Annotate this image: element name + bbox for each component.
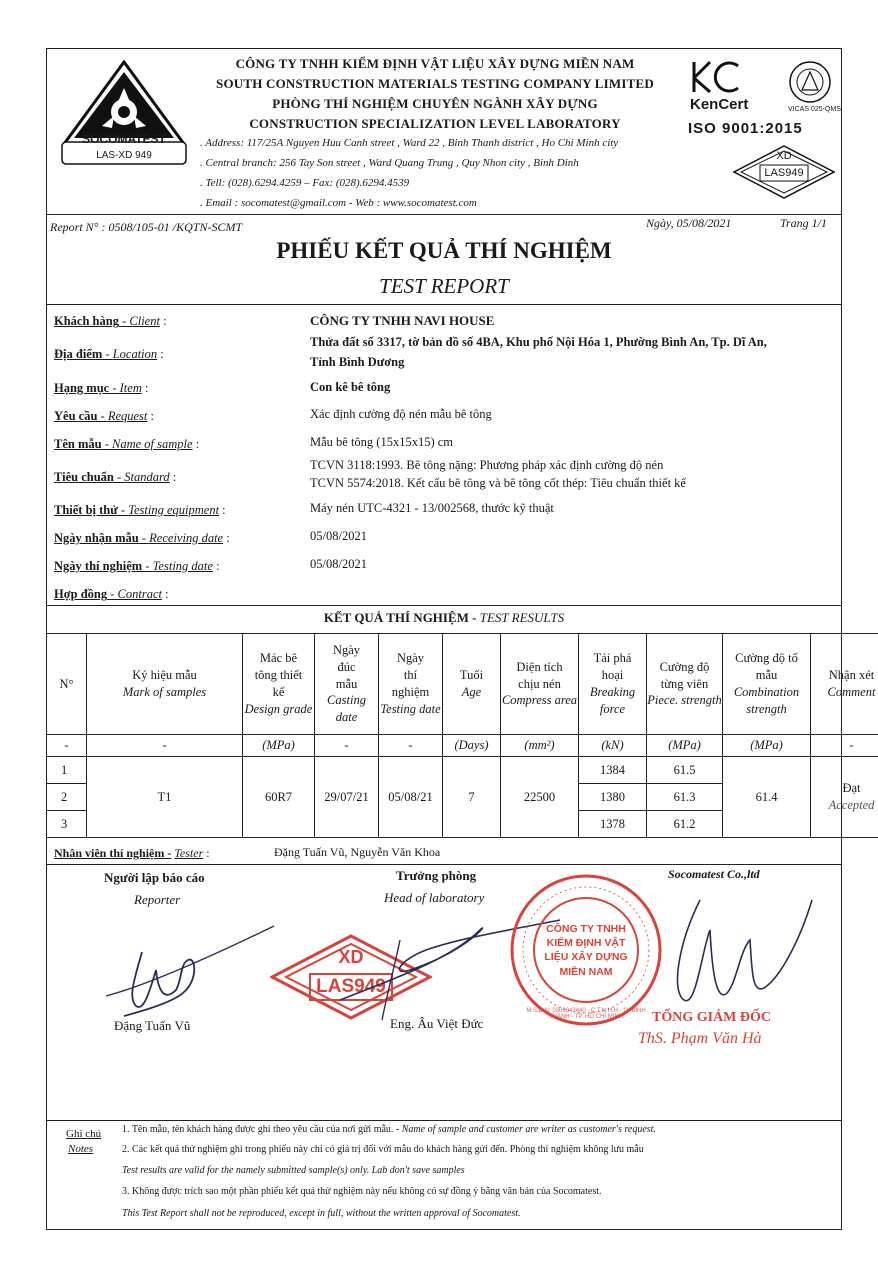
- header-combination: Cường độ tổ mẫu Combination strength: [723, 634, 811, 735]
- location-value-2: Tỉnh Bình Dương: [310, 355, 405, 369]
- company-tel: . Tell: (028).6294.4259 – Fax: (028).6294.4539: [200, 177, 410, 189]
- info-divider: [46, 605, 842, 606]
- notes-label: Ghi chú: [66, 1128, 102, 1140]
- breaking-force: 1380: [579, 784, 647, 811]
- note-3-en: This Test Report shall not be reproduced, except in full, without the written approval of Socomatest.: [122, 1208, 521, 1219]
- unit-cell: (Days): [443, 735, 501, 757]
- title-divider: [46, 304, 842, 305]
- sample-mark: T1: [87, 757, 243, 838]
- unit-cell: -: [811, 735, 878, 757]
- unit-cell: -: [87, 735, 243, 757]
- head-title-en: Head of laboratory: [384, 890, 485, 905]
- report-number: Report N° : 0508/105-01 /KQTN-SCMT: [50, 220, 243, 234]
- item-value: Con kê bê tông: [310, 380, 391, 394]
- report-title-vn: PHIẾU KẾT QUẢ THÍ NGHIỆM: [276, 238, 612, 263]
- reporter-name: Đặng Tuấn Vũ: [114, 1018, 191, 1033]
- tester-divider: [46, 864, 842, 865]
- results-table: [46, 633, 878, 838]
- kencert-logo: [688, 58, 841, 118]
- tester-names: Đặng Tuấn Vũ, Nguyễn Văn Khoa: [274, 845, 441, 859]
- results-heading: KẾT QUẢ THÍ NGHIỆM - TEST RESULTS: [323, 610, 565, 625]
- item-label: Hạng mục - Item :: [54, 381, 149, 395]
- company-sign-title: Socomatest Co.,ltd: [668, 867, 760, 881]
- xd-badge-top: XD: [776, 150, 792, 162]
- reporter-signature: [84, 920, 284, 1030]
- equipment-label: Thiết bị thử - Testing equipment :: [54, 503, 226, 517]
- header-no: N°: [47, 634, 87, 735]
- xd-badge: [732, 144, 836, 200]
- seal-ring-text: M.S.D.N: 0309943440 - C.T.N.H.H - Q. BÌNH THẠNH - TP. HỒ CHÍ MINH: [526, 1008, 646, 1020]
- standard-value-1: TCVN 3118:1993. Bê tông nặng: Phương pháp xác định cường độ nén: [310, 458, 664, 472]
- sample-label: Tên mẫu - Name of sample :: [54, 437, 200, 451]
- xd-badge-bottom: LAS949: [764, 167, 804, 179]
- unit-cell: -: [315, 735, 379, 757]
- receiving-label: Ngày nhận mẫu - Receiving date :: [54, 531, 230, 545]
- receiving-value: 05/08/2021: [310, 529, 367, 543]
- unit-cell: (MPa): [723, 735, 811, 757]
- piece-strength: 61.5: [647, 757, 723, 784]
- testing-value: 05/08/2021: [310, 557, 367, 571]
- report-date: Ngày, 05/08/2021: [646, 216, 732, 230]
- notes-divider: [46, 1120, 842, 1121]
- location-label: Địa điểm - Location :: [54, 347, 164, 361]
- company-email: . Email : socomatest@gmail.com - Web : www.socomatest.com: [200, 197, 477, 209]
- unit-cell: (mm²): [501, 735, 579, 757]
- header-grade: Mác bê tông thiết kế Design grade: [243, 634, 315, 735]
- sample-value: Mẫu bê tông (15x15x15) cm: [310, 435, 454, 449]
- director-signature: [640, 890, 820, 1020]
- vicas-text: VICAS 025-QMS: [788, 106, 841, 113]
- reporter-title-en: Reporter: [134, 892, 181, 907]
- report-page: Trang 1/1: [780, 216, 828, 230]
- unit-cell: -: [47, 735, 87, 757]
- combination-strength: 61.4: [723, 757, 811, 838]
- kencert-text: KenCert: [690, 96, 749, 113]
- equipment-value: Máy nén UTC-4321 - 13/002568, thước kỹ thuật: [310, 501, 554, 515]
- table-row: [47, 757, 878, 784]
- standard-value-2: TCVN 5574:2018. Kết cấu bê tông và bê tông cốt thép: Tiêu chuẩn thiết kế: [310, 476, 686, 490]
- row-no: 3: [47, 811, 87, 838]
- unit-cell: (MPa): [243, 735, 315, 757]
- testing-date: 05/08/21: [379, 757, 443, 838]
- lab-name-vn: PHÒNG THÍ NGHIỆM CHUYÊN NGÀNH XÂY DỰNG: [272, 96, 598, 111]
- client-label: Khách hàng - Client :: [54, 314, 167, 328]
- header-piece: Cường độ từng viên Piece. strength: [647, 634, 723, 735]
- unit-cell: (kN): [579, 735, 647, 757]
- director-title: TỔNG GIÁM ĐỐC: [652, 1010, 771, 1025]
- company-branch: . Central branch: 256 Tay Son street , Ward Quang Trung , Quy Nhon city , Binh Dinh: [200, 157, 579, 169]
- units-row: [47, 735, 878, 757]
- seal-center-text: CÔNG TY TNHH KIỂM ĐỊNH VẬT LIỆU XÂY DỰNG MIỀN NAM: [544, 923, 628, 978]
- header-divider: [46, 214, 842, 215]
- header-testing: Ngày thí nghiệm Testing date: [379, 634, 443, 735]
- piece-strength: 61.3: [647, 784, 723, 811]
- head-title: Trưởng phòng: [396, 868, 477, 883]
- logo-sub: LAS-XD 949: [96, 150, 152, 161]
- header-age: Tuổi Age: [443, 634, 501, 735]
- header-mark: Ký hiệu mẫu Mark of samples: [87, 634, 243, 735]
- table-header-row: [47, 634, 878, 735]
- tester-label: Nhân viên thí nghiệm - Tester :: [54, 846, 210, 860]
- notes-label-en: Notes: [68, 1143, 94, 1155]
- header-force: Tải phá hoại Breaking force: [579, 634, 647, 735]
- note-1: 1. Tên mẫu, tên khách hàng được ghi theo yêu cầu của nơi gửi mẫu. - Name of sample and customer are writer as customer's request.: [122, 1124, 656, 1135]
- director-name: ThS. Phạm Văn Hà: [638, 1030, 762, 1047]
- contract-label: Hợp đồng - Contract :: [54, 587, 169, 601]
- header-casting: Ngày đúc mẫu Casting date: [315, 634, 379, 735]
- row-no: 2: [47, 784, 87, 811]
- location-value-1: Thửa đất số 3317, tờ bản đồ số 4BA, Khu phố Nội Hóa 1, Phường Bình An, Tp. Dĩ An,: [310, 335, 767, 349]
- note-2-en: Test results are valid for the namely submitted sample(s) only. Lab don't save samples: [122, 1165, 465, 1176]
- request-value: Xác định cường độ nén mẫu bê tông: [310, 407, 492, 421]
- logo-text: SOCOMATEST: [82, 132, 166, 146]
- breaking-force: 1384: [579, 757, 647, 784]
- reporter-title: Người lập báo cáo: [104, 870, 205, 885]
- company-address: . Address: 117/25A Nguyen Huu Canh street , Ward 22 , Binh Thanh district , Ho Chi Minh city: [200, 137, 619, 149]
- head-name: Eng. Âu Việt Đức: [390, 1016, 484, 1031]
- unit-cell: (MPa): [647, 735, 723, 757]
- testing-label: Ngày thí nghiệm - Testing date :: [54, 559, 220, 573]
- standard-label: Tiêu chuẩn - Standard :: [54, 470, 177, 484]
- iso-text: ISO 9001:2015: [688, 120, 803, 137]
- header-comment: Nhận xét Comment: [811, 634, 878, 735]
- casting-date: 29/07/21: [315, 757, 379, 838]
- note-2: 2. Các kết quả thử nghiệm ghi trong phiếu này chỉ có giá trị đối với mẫu do khách hàng gửi đến. Phòng thí nghiệm không lưu mẫu: [122, 1144, 644, 1155]
- company-name-en: SOUTH CONSTRUCTION MATERIALS TESTING COMPANY LIMITED: [216, 76, 654, 91]
- header-area: Diện tích chịu nén Compress area: [501, 634, 579, 735]
- xd-stamp-bottom: LAS949: [316, 976, 386, 997]
- compress-area: 22500: [501, 757, 579, 838]
- xd-stamp-top: XD: [338, 947, 364, 967]
- client-value: CÔNG TY TNHH NAVI HOUSE: [310, 313, 495, 328]
- design-grade: 60R7: [243, 757, 315, 838]
- company-name-vn: CÔNG TY TNHH KIỂM ĐỊNH VẬT LIỆU XÂY DỰNG MIỀN NAM: [235, 56, 635, 71]
- request-label: Yêu cầu - Request :: [54, 409, 155, 423]
- socomatest-logo: [56, 58, 192, 168]
- unit-cell: -: [379, 735, 443, 757]
- note-3: 3. Không được trích sao một phần phiếu kết quả thử nghiệm này nếu không có sự đồng ý bằng văn bản của Socomatest.: [122, 1186, 602, 1197]
- comment: Đạt Accepted: [811, 757, 878, 838]
- piece-strength: 61.2: [647, 811, 723, 838]
- row-no: 1: [47, 757, 87, 784]
- breaking-force: 1378: [579, 811, 647, 838]
- report-title-en: TEST REPORT: [379, 274, 509, 298]
- lab-name-en: CONSTRUCTION SPECIALIZATION LEVEL LABORATORY: [249, 116, 621, 131]
- age: 7: [443, 757, 501, 838]
